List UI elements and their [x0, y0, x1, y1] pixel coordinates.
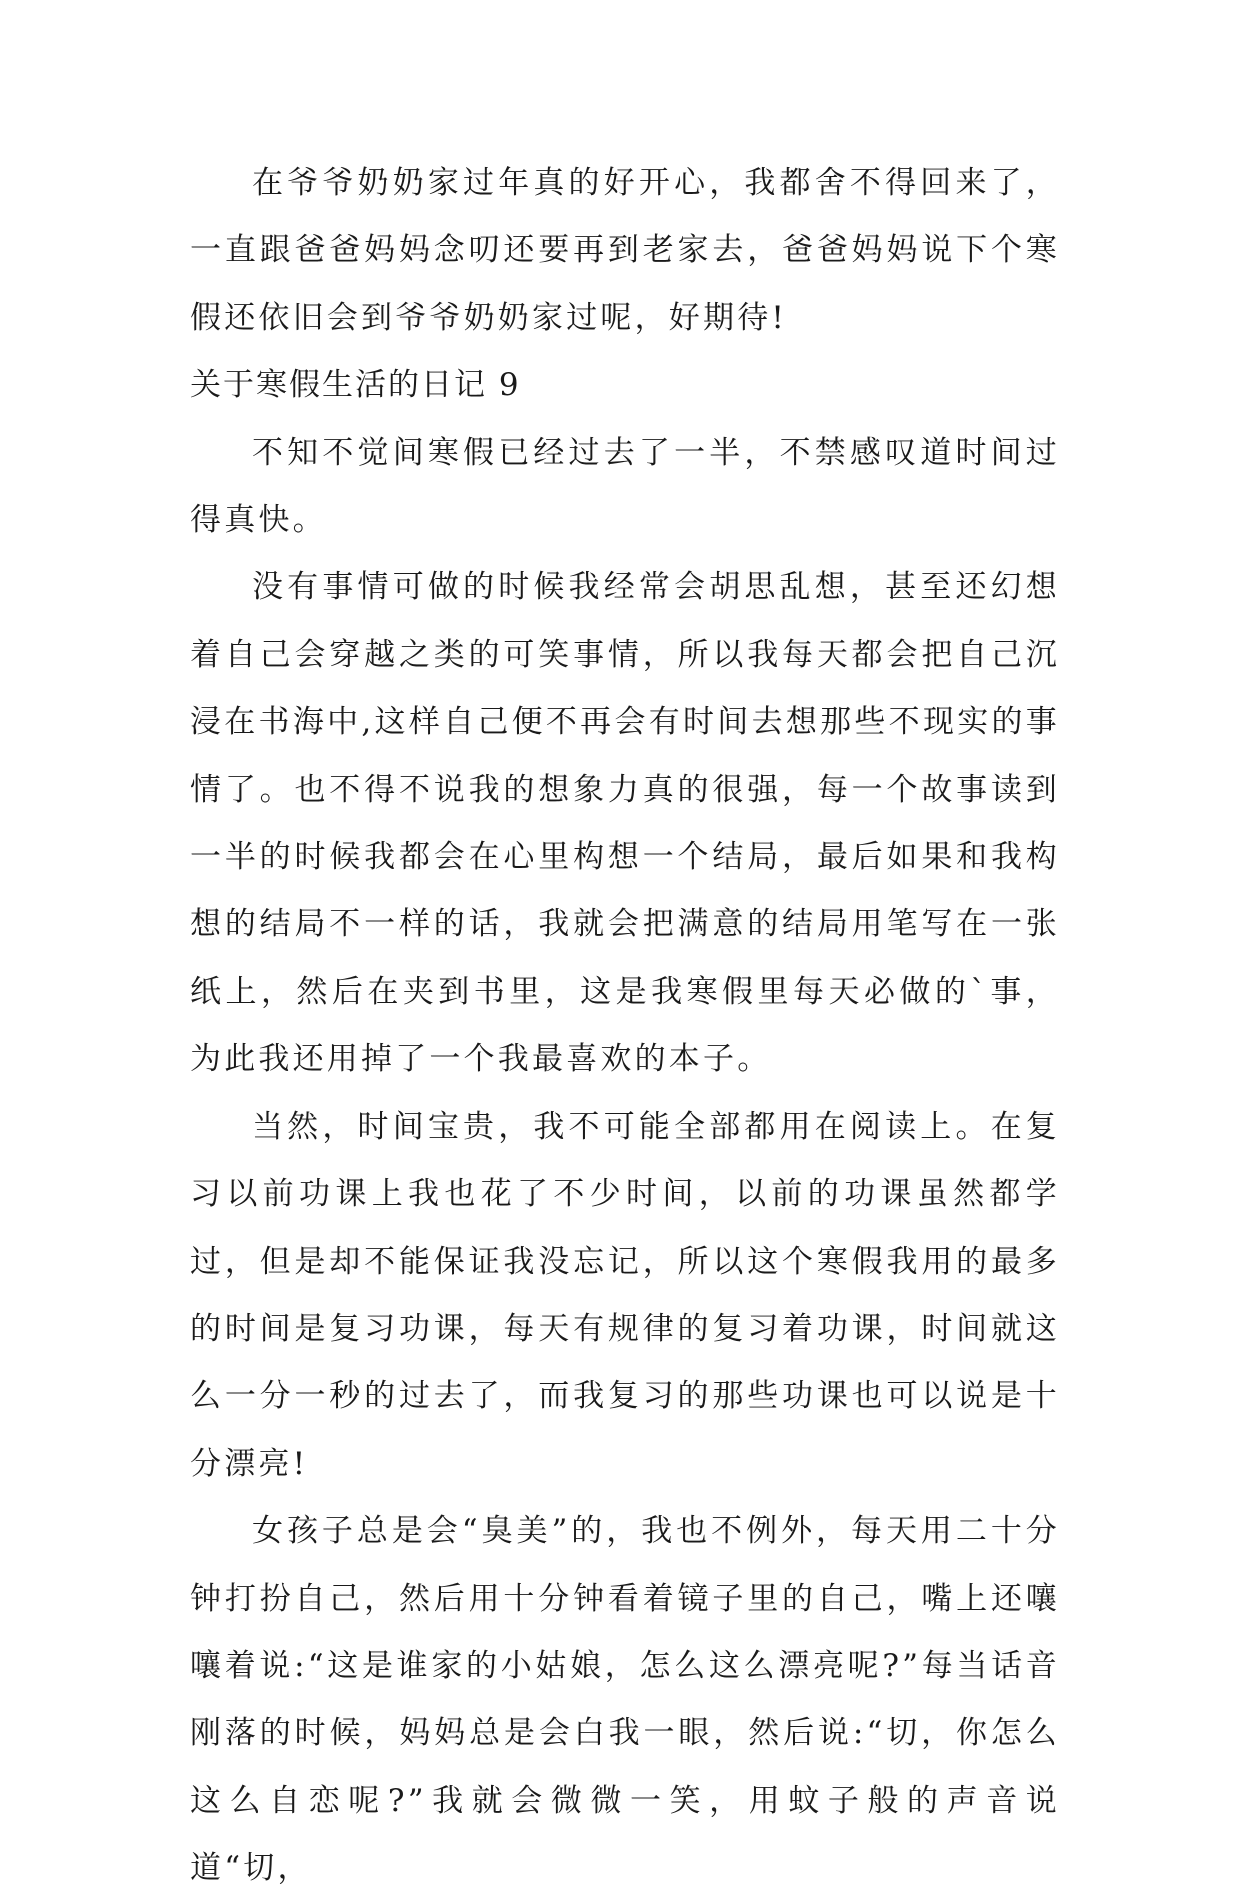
paragraph: 没有事情可做的时候我经常会胡思乱想，甚至还幻想着自己会穿越之类的可笑事情，所以我每天都会把自己沉浸在书海中,这样自己便不再会有时间去想那些不现实的事情了。也不得不说我的想象力真的很强，每一个故事读到一半的时候我都会在心里构想一个结局，最后如果和我构想的结局不一样的话，我就会把满意的结局用笔写在一张纸上，然后在夹到书里，这是我寒假里每天必做的`事，为此我还用掉了一个我最喜欢的本子。 [190, 569, 1060, 1078]
paragraph: 当然，时间宝贵，我不可能全部都用在阅读上。在复习以前功课上我也花了不少时间，以前的功课虽然都学过，但是却不能保证我没忘记，所以这个寒假我用的最多的时间是复习功课，每天有规律的复习着功课，时间就这么一分一秒的过去了，而我复习的那些功课也可以说是十分漂亮! [190, 1108, 1060, 1482]
paragraph-previous-entry-ending: 在爷爷奶奶家过年真的好开心，我都舍不得回来了，一直跟爸爸妈妈念叨还要再到老家去，爸爸妈妈说下个寒假还依旧会到爷爷奶奶家过呢，好期待! [190, 165, 1060, 336]
document-body [190, 150, 1060, 1903]
paragraph: 女孩子总是会“臭美”的，我也不例外，每天用二十分钟打扮自己，然后用十分钟看着镜子里的自己，嘴上还嚷嚷着说:“这是谁家的小姑娘，怎么这么漂亮呢?”每当话音刚落的时候，妈妈总是会白我一眼，然后说:“切，你怎么这么自恋呢?”我就会微微一笑，用蚊子般的声音说道“切， [190, 1513, 1060, 1887]
section-heading: 关于寒假生活的日记 9 [190, 367, 521, 404]
paragraph: 不知不觉间寒假已经过去了一半，不禁感叹道时间过得真快。 [190, 434, 1060, 539]
